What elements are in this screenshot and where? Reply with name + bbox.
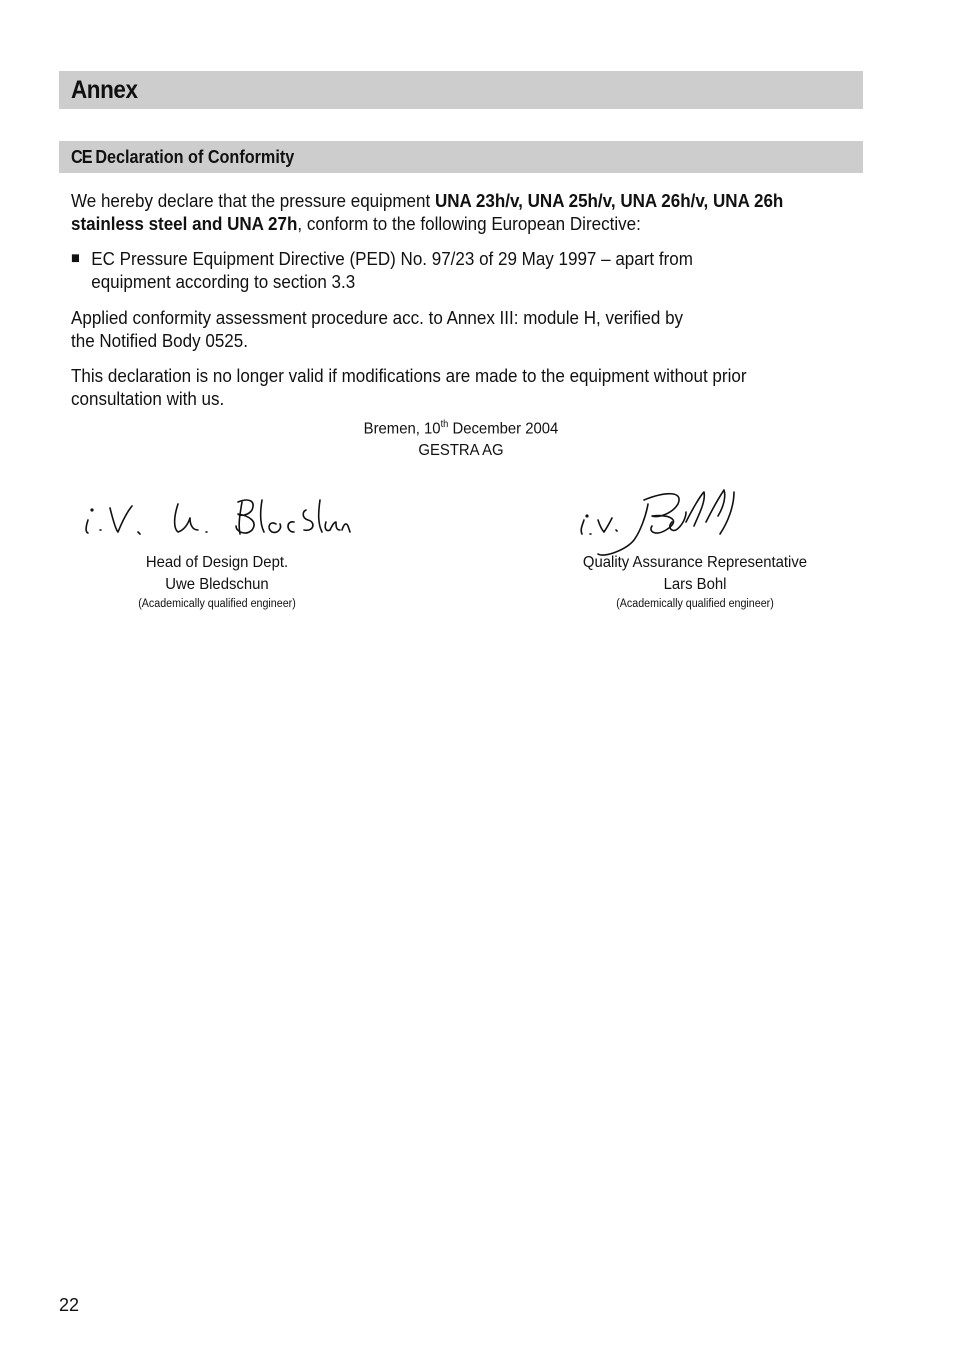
procedure-text: Applied conformity assessment procedure acc. to Annex III: module H, verified by the Notified Body 0525. xyxy=(71,307,684,351)
place-text: Bremen, 10 xyxy=(363,420,441,438)
signatory-role: Head of Design Dept. xyxy=(145,554,289,571)
signature-bledschun-icon xyxy=(80,490,360,540)
signatory-left xyxy=(67,552,367,612)
signatory-name: Uwe Bledschun xyxy=(165,576,269,593)
annex-header-bar xyxy=(59,71,863,109)
signatory-name: Lars Bohl xyxy=(663,576,727,593)
declaration-paragraph xyxy=(71,189,798,235)
page-number: 22 xyxy=(59,1295,80,1315)
directive-bullet-list xyxy=(71,247,798,293)
square-bullet-icon: ■ xyxy=(71,250,80,267)
equipment-list: UNA 23h/v, UNA 25h/v, UNA 26h/v, UNA 26h stainless steel and UNA 27h xyxy=(71,190,784,234)
annex-title: Annex xyxy=(71,75,138,104)
section-header-bar xyxy=(59,141,863,173)
validity-paragraph xyxy=(71,364,770,410)
signatory-right xyxy=(545,552,845,612)
section-title-row xyxy=(71,147,294,168)
declaration-prefix: We hereby declare that the pressure equipment xyxy=(71,190,435,211)
procedure-paragraph xyxy=(71,306,697,352)
ce-mark-icon: CE xyxy=(71,146,92,167)
signatory-qualification: (Academically qualified engineer) xyxy=(616,598,774,610)
validity-text: This declaration is no longer valid if modifications are made to the equipment without prior consultation with us. xyxy=(71,365,747,409)
company-name: GESTRA AG xyxy=(418,442,504,460)
place-and-date xyxy=(32,414,889,462)
directive-text: EC Pressure Equipment Directive (PED) No. 97/23 of 29 May 1997 – apart from equipment according to section 3.3 xyxy=(91,248,693,292)
signatory-role: Quality Assurance Representative xyxy=(582,554,808,571)
date-line xyxy=(32,414,889,440)
list-item xyxy=(71,247,798,293)
declaration-suffix: , conform to the following European Directive: xyxy=(297,213,641,234)
signature-bohl-icon xyxy=(574,482,754,562)
date-ordinal: th xyxy=(440,419,449,430)
date-text: December 2004 xyxy=(448,420,559,438)
signatory-qualification: (Academically qualified engineer) xyxy=(138,598,296,610)
section-title: Declaration of Conformity xyxy=(95,146,295,167)
